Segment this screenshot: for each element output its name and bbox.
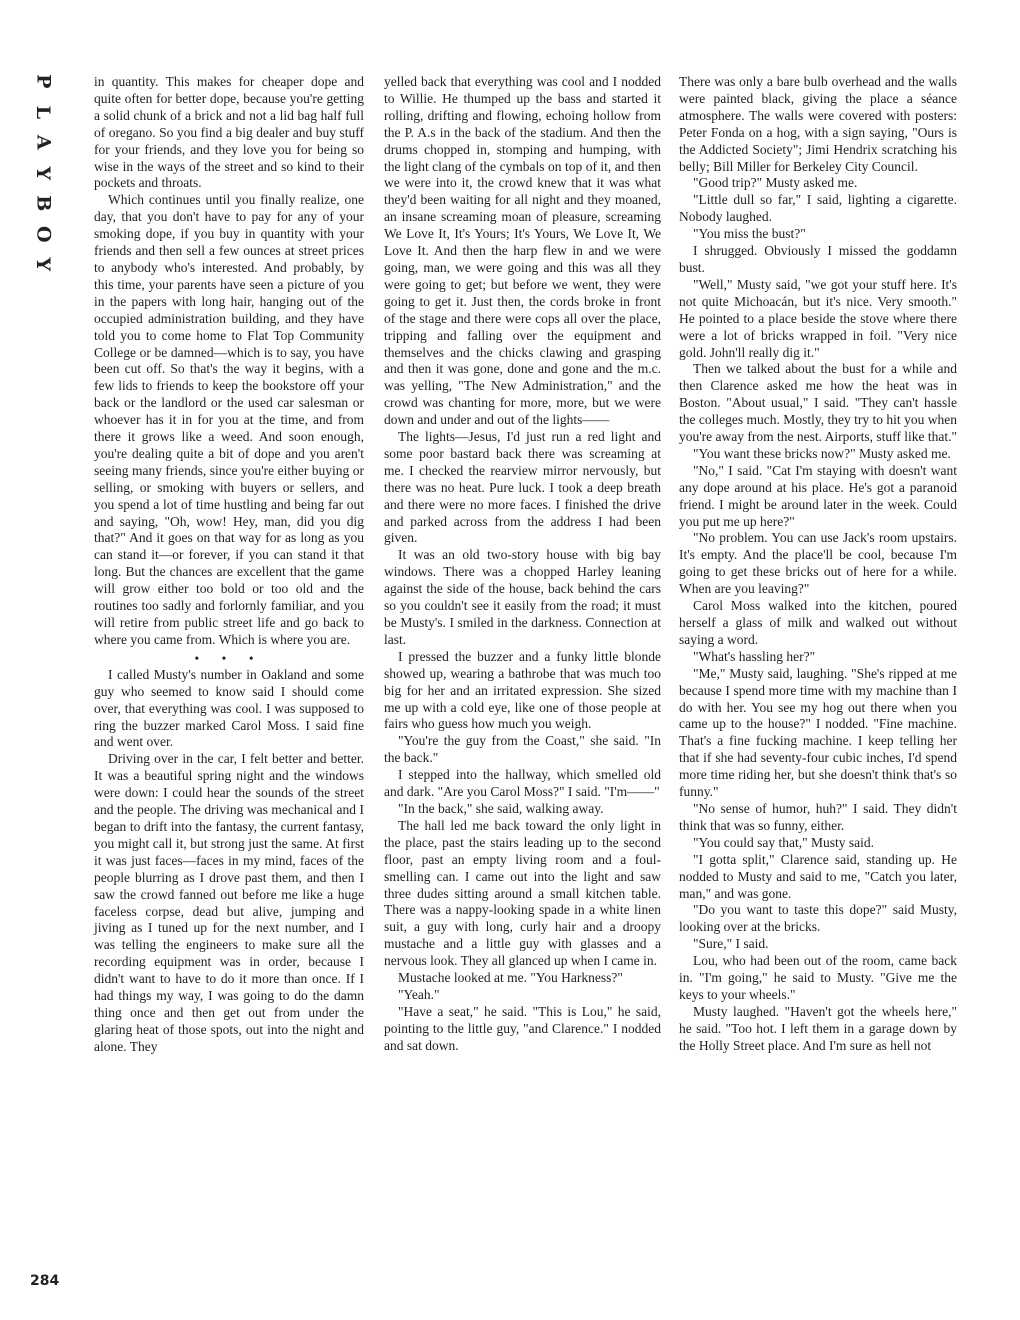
paragraph: Which continues until you finally realize, one day, that you don't have to pay for any of your smoking dope, if you buy in quantity with your friends and then sell a few ounces at street prices to anybody who's interested. And probably, by this time, your parents have seen a picture of you in the papers with long hair, hanging out of the occupied administration building, and they have told you to come home to Flat Top Community College or be damned—which is to say, you have been cut off. So that's the way it begins, with a few lids to friends to keep the bookstore off your back or the landlord or the used car salesman or whoever has it in for you at the time, and from there it grows like a weed. And soon enough, you're dealing quite a bit of dope and you aren't seeing many friends, since you're either buying or selling, or smoking with buyers or sellers, and you spend a lot of time hustling and being far out and saying, "Oh, wow! Hey, man, did you dig that?" And it goes on that way for as long as you can stand it—or forever, if you can stand it that long. But the chances are excellent that the game will grow either too bold or too old and the routines too sadly and forlornly familiar, and you will retire from public street life and go back to where you came from. Which is where you are. — [94, 192, 364, 647]
paragraph: "No," I said. "Cat I'm staying with doesn't want any dope around at his place. He's got a paranoid friend. I might be around later in the week. Could you put me up here?" — [679, 462, 957, 529]
paragraph: The lights—Jesus, I'd just run a red light and some poor bastard back there was screaming at me. I checked the rearview mirror nervously, but there was no heat. Pure luck. I took a deep breath and there were no more faces. I finished the drive and parked across from the address I had been given. — [384, 429, 661, 546]
paragraph: "Well," Musty said, "we got your stuff here. It's not quite Michoacán, but it's nice. Very smooth." He pointed to a place beside the stove where there were a lot of bricks wrapped in foil. "Very nice gold. John'll really dig it." — [679, 276, 957, 360]
paragraph: "You want these bricks now?" Musty asked me. — [693, 445, 951, 461]
paragraph: There was only a bare bulb overhead and the walls were painted black, giving the place a séance atmosphere. The walls were covered with posters: Peter Fonda on a hog, with a sign saying, "Ours is the Addicted Society"; Jimi Hendrix scratching his belly; Bill Miller for Berkeley City Council. — [679, 74, 957, 174]
paragraph: Driving over in the car, I felt better and better. It was a beautiful spring night and the windows were down: I could hear the sounds of the street and the people. The driving was mechanical and I began to drift into the fantasy, the current fantasy, you might call it, but strong just the same. At first it was just faces—faces in my mind, faces of the people blurring as I drove past them, and then I saw the crowd fanned out before me like a huge faceless corpse, dead but alive, jumping and jiving as I tuned up for the next number, and I was telling the engineers to make sure all the recording equipment was in order, because I didn't want to have to do it more than once. If I had things my way, I was going to do the damn thing once and then get out from under the glaring heat of those spots, out into the night and alone. They — [94, 751, 364, 1054]
paragraph: "No sense of humor, huh?" I said. They didn't think that was so funny, either. — [679, 800, 957, 833]
magazine-letter: P — [32, 74, 55, 89]
paragraph: "No problem. You can use Jack's room upstairs. It's empty. And the place'll be cool, because I'm going to get these bricks out of here for a while. When are you leaving?" — [679, 530, 957, 597]
paragraph: "You miss the bust?" — [693, 226, 806, 242]
paragraph: "Me," Musty said, laughing. "She's ripped at me because I spend more time with my machine than I do with her. You see my hog out there when you came up to the house?" I nodded. "Fine machine. That's a fine fucking machine. I keep telling her that if she had seventy-four cubic inches, I'd spend more time riding her, but she doesn't think that's so funny." — [679, 665, 957, 800]
paragraph: I called Musty's number in Oakland and some guy who seemed to know said I should come over, that everything was cool. I was supposed to ring the buzzer marked Carol Moss. I said fine and went over. — [94, 666, 364, 750]
paragraph: "Sure," I said. — [693, 936, 769, 952]
paragraph: I shrugged. Obviously I missed the goddamn bust. — [679, 243, 957, 275]
magazine-letter: O — [32, 225, 55, 243]
paragraph: in quantity. This makes for cheaper dope and quite often for better dope, because you're getting a solid chunk of a brick and not a lid bag half full of oregano. So you find a big dealer and buy stuff for your friends, and they love you for being so wise in the ways of the street and so kind to their pockets and throats. — [94, 74, 364, 191]
magazine-letter: B — [32, 195, 55, 212]
section-separator: • • • — [194, 650, 264, 665]
text-column-1 — [94, 74, 364, 1056]
text-column-2 — [384, 74, 661, 1055]
magazine-letter: A — [32, 134, 55, 150]
magazine-name-vertical — [26, 66, 60, 280]
magazine-letter: Y — [32, 165, 55, 180]
text-column-3 — [679, 74, 957, 1055]
paragraph: "You're the guy from the Coast," she said. "In the back." — [384, 733, 661, 766]
paragraph: "I gotta split," Clarence said, standing up. He nodded to Musty and said to me, "Catch you later, man," and was gone. — [679, 851, 957, 901]
paragraph: I stepped into the hallway, which smelled old and dark. "Are you Carol Moss?" I said. "I'm——" — [384, 767, 661, 800]
paragraph: The hall led me back toward the only light in the place, past the stairs leading up to the second floor, past an empty living room and a foul-smelling can. I came out into the light and saw three dudes sitting around a small kitchen table. There was a nappy-looking spade in a white linen suit, a guy with long, curly hair and a droopy mustache and a little guy with glasses and a nervous look. They all glanced up when I came in. — [384, 817, 661, 969]
page-number: 284 — [30, 1273, 60, 1289]
paragraph: Mustache looked at me. "You Harkness?" — [398, 970, 623, 986]
paragraph: "Have a seat," he said. "This is Lou," he said, pointing to the little guy, "and Clarence." I nodded and sat down. — [384, 1003, 661, 1053]
paragraph: "In the back," she said, walking away. — [398, 800, 604, 816]
magazine-letter: Y — [32, 257, 55, 272]
paragraph: It was an old two-story house with big bay windows. There was a chopped Harley leaning against the side of the house, back behind the cars so you couldn't see it easily from the road; it must be Musty's. I smiled in the darkness. Connection at last. — [384, 547, 661, 647]
magazine-letter: L — [32, 105, 55, 119]
paragraph: "Yeah." — [398, 986, 440, 1002]
paragraph: Musty laughed. "Haven't got the wheels here," he said. "Too hot. I left them in a garage down by the Holly Street place. And I'm sure as hell not — [679, 1003, 957, 1053]
paragraph: Lou, who had been out of the room, came back in. "I'm going," he said to Musty. "Give me the keys to your wheels." — [679, 953, 957, 1002]
paragraph: yelled back that everything was cool and I nodded to Willie. He thumped up the bass and started it rolling, drifting and flowing, echoing hollow from the P. A.s in the back of the stadium. And then the drums chopped in, stomping and humping, with the light clang of the cymbals on top of it, and then we were into it, the crowd knew that it was what they'd been waiting for all night and they moaned, an insane screaming moan of pleasure, screaming We Love It, It's Yours; It's Yours, We Love It, We Love It. And then the harp flew in and we were going, man, we were going and this was all they were going to get; but before we went, they were going to get it. Just then, the cords broke in front of the stage and there were cops all over the place, tripping and falling over the equipment and themselves and the chicks clawing and grasping and then it was gone, done and gone and the m.c. was yelling, "The New Administration," and the crowd was chanting for more, more, but we were down and under and out of the lights—— — [384, 74, 661, 428]
paragraph: Carol Moss walked into the kitchen, poured herself a glass of milk and walked out without saying a word. — [679, 598, 957, 647]
paragraph: "Little dull so far," I said, lighting a cigarette. Nobody laughed. — [679, 192, 957, 225]
paragraph: "You could say that," Musty said. — [693, 834, 875, 850]
paragraph: "Good trip?" Musty asked me. — [693, 175, 858, 191]
paragraph: Then we talked about the bust for a while and then Clarence asked me how the heat was in Boston. "About usual," I said. "They can't hassle the colleges much. Mostly, they try to hit you when you're away from the nest. Airports, stuff like that." — [679, 361, 958, 445]
paragraph: "Do you want to taste this dope?" said Musty, looking over at the bricks. — [679, 902, 957, 935]
paragraph: I pressed the buzzer and a funky little blonde showed up, wearing a bathrobe that was much too big for her and an irritated expression. She sized me up with a cold eye, like one of those people at fairs who guess how much you weigh. — [384, 648, 661, 732]
paragraph: "What's hassling her?" — [693, 648, 816, 664]
